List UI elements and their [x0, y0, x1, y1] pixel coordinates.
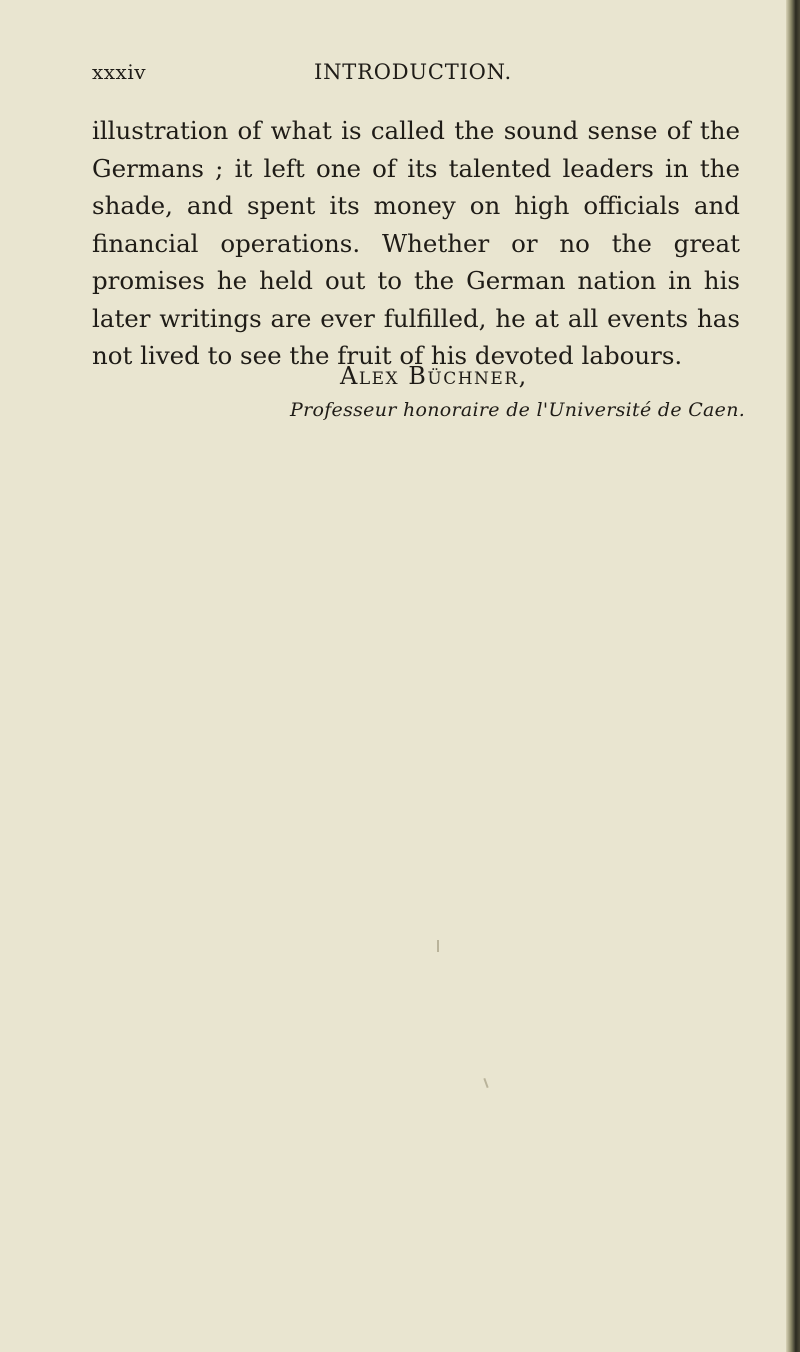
text-line: promises he held out to the German nation in his	[92, 266, 740, 295]
paper-speck	[437, 940, 439, 952]
text-line: Germans ; it left one of its talented leaders in the	[92, 153, 740, 183]
page-header	[92, 60, 752, 86]
text-line: illustration of what is called the sound sense of the	[92, 116, 740, 145]
text-line: financial operations. Whether or no the great	[92, 228, 740, 258]
text-line: shade, and spent its money on high officials and	[92, 191, 740, 220]
running-head: INTRODUCTION.	[314, 60, 512, 84]
paper-speck	[483, 1078, 488, 1088]
text-line: later writings are ever fulfilled, he at all events has	[92, 303, 740, 333]
page-number: xxxiv	[92, 60, 147, 84]
author-signature: Alex Büchner,	[340, 362, 528, 390]
text-line: not lived to see the fruit of his devoted labours.	[92, 341, 683, 370]
page-edge-shadow	[786, 0, 800, 1352]
body-paragraph	[92, 112, 740, 375]
author-affiliation: Professeur honoraire de l'Université de Caen.	[290, 399, 746, 421]
